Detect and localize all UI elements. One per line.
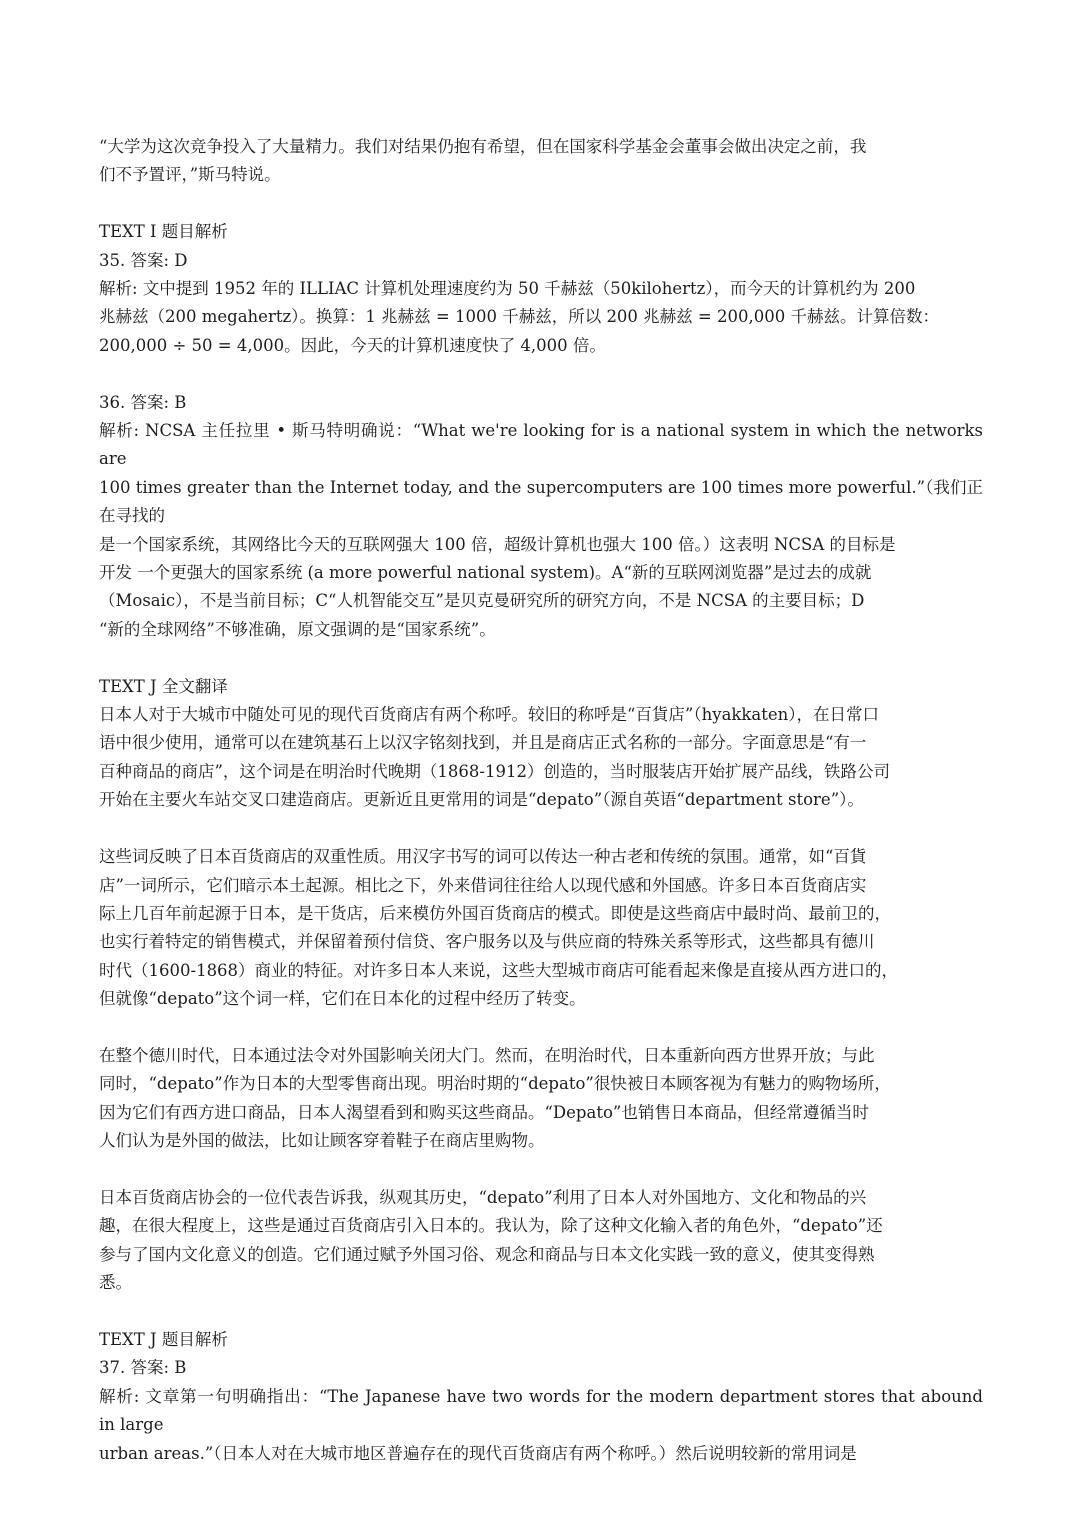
answer-line: 37. 答案: B [99, 1358, 187, 1378]
text-line: “大学为这次竞争投入了大量精力。我们对结果仍抱有希望，但在国家科学基金会董事会做出决定之前，我 [99, 137, 867, 156]
text-line: 因为它们有西方进口商品，日本人渴望看到和购买这些商品。“Depato”也销售日本商品，但经常遵循当时 [99, 1102, 869, 1122]
text-line: 但就像“depato”这个词一样，它们在日本化的过程中经历了转变。 [99, 989, 586, 1009]
text-line: 们不予置评，”斯马特说。 [99, 165, 281, 185]
text-line: 这些词反映了日本百货商店的双重性质。用汉字书写的词可以传达一种古老和传统的氛围。通常，如“百貨 [99, 847, 867, 867]
text-line: 解析: NCSA 主任拉里 • 斯马特明确说：“What we're looking for is a national system in which the networks are [99, 421, 983, 469]
text-line: urban areas.”（日本人对在大城市地区普遍存在的现代百货商店有两个称呼。）然后说明较新的常用词是 [99, 1443, 857, 1463]
text-line: 日本百货商店协会的一位代表告诉我，纵观其历史，“depato”利用了日本人对外国地方、文化和物品的兴 [99, 1187, 867, 1207]
text-line: 200,000 ÷ 50 = 4,000。因此，今天的计算机速度快了 4,000 倍。 [99, 335, 606, 355]
text-line: 是一个国家系统，其网络比今天的互联网强大 100 倍，超级计算机也强大 100 倍。）这表明 NCSA 的目标是 [99, 534, 896, 554]
text-line: 际上几百年前起源于日本，是干货店，后来模仿外国百货商店的模式。即使是这些商店中最时尚、最前卫的， [99, 903, 891, 923]
text-j-translation-section [99, 673, 983, 815]
text-line: 解析: 文中提到 1952 年的 ILLIAC 计算机处理速度约为 50 千赫兹（50kilohertz），而今天的计算机约为 200 [99, 279, 916, 299]
text-line: 开始在主要火车站交叉口建造商店。更新近且更常用的词是“depato”（源自英语“department store”）。 [99, 790, 864, 810]
text-line: 店”一词所示，它们暗示本土起源。相比之下，外来借词往往给人以现代感和外国感。许多日本百货商店实 [99, 875, 867, 895]
text-line: 100 times greater than the Internet today, and the supercomputers are 100 times more powerful.”（我们正在寻找的 [99, 477, 983, 526]
text-line: （Mosaic），不是当前目标；C“人机智能交互”是贝克曼研究所的研究方向，不是 NCSA 的主要目标；D [99, 591, 865, 611]
text-line: 解析: 文章第一句明确指出：“The Japanese have two words for the modern department stores that abound in large [99, 1386, 983, 1435]
text-line: 百种商品的商店”，这个词是在明治时代晚期（1868-1912）创造的，当时服装店开始扩展产品线，铁路公司 [99, 761, 890, 781]
text-j-analysis-section [99, 1326, 983, 1468]
text-line: 开发 一个更强大的国家系统 (a more powerful national system)。A“新的互联网浏览器”是过去的成就 [99, 563, 872, 583]
section-heading: TEXT J 题目解析 [99, 1329, 228, 1349]
text-line: 语中很少使用，通常可以在建筑基石上以汉字铭刻找到，并且是商店正式名称的一部分。字面意思是“有一 [99, 733, 867, 753]
question-36-analysis [99, 389, 983, 645]
section-heading: TEXT I 题目解析 [99, 222, 228, 242]
document-page [99, 133, 983, 1468]
text-line: 兆赫兹（200 megahertz）。换算：1 兆赫兹 = 1000 千赫兹，所以 200 兆赫兹 = 200,000 千赫兹。计算倍数： [99, 307, 939, 327]
text-line: 趣，在很大程度上，这些是通过百货商店引入日本的。我认为，除了这种文化输入者的角色外，“depato”还 [99, 1216, 883, 1236]
translation-paragraph [99, 1184, 983, 1298]
text-line: 时代（1600-1868）商业的特征。对许多日本人来说，这些大型城市商店可能看起来像是直接从西方进口的， [99, 960, 899, 980]
section-heading: TEXT J 全文翻译 [99, 676, 228, 696]
quote-paragraph [99, 133, 983, 190]
text-line: “新的全球网络”不够准确，原文强调的是“国家系统”。 [99, 619, 496, 639]
text-line: 同时，“depato”作为日本的大型零售商出现。明治时期的“depato”很快被日本顾客视为有魅力的购物场所， [99, 1074, 891, 1094]
text-line: 悉。 [99, 1273, 132, 1293]
text-line: 也实行着特定的销售模式，并保留着预付信贷、客户服务以及与供应商的特殊关系等形式，这些都具有德川 [99, 932, 875, 952]
text-line: 参与了国内文化意义的创造。它们通过赋予外国习俗、观念和商品与日本文化实践一致的意义，使其变得熟 [99, 1244, 875, 1264]
translation-paragraph [99, 843, 983, 1013]
text-i-analysis-section [99, 218, 983, 360]
text-line: 人们认为是外国的做法，比如让顾客穿着鞋子在商店里购物。 [99, 1131, 545, 1151]
answer-line: 35. 答案: D [99, 250, 188, 270]
text-line: 在整个德川时代，日本通过法令对外国影响关闭大门。然而，在明治时代，日本重新向西方世界开放；与此 [99, 1045, 875, 1065]
translation-paragraph [99, 1042, 983, 1156]
answer-line: 36. 答案: B [99, 392, 187, 412]
text-line: 日本人对于大城市中随处可见的现代百货商店有两个称呼。较旧的称呼是“百貨店”（hyakkaten），在日常口 [99, 705, 880, 725]
